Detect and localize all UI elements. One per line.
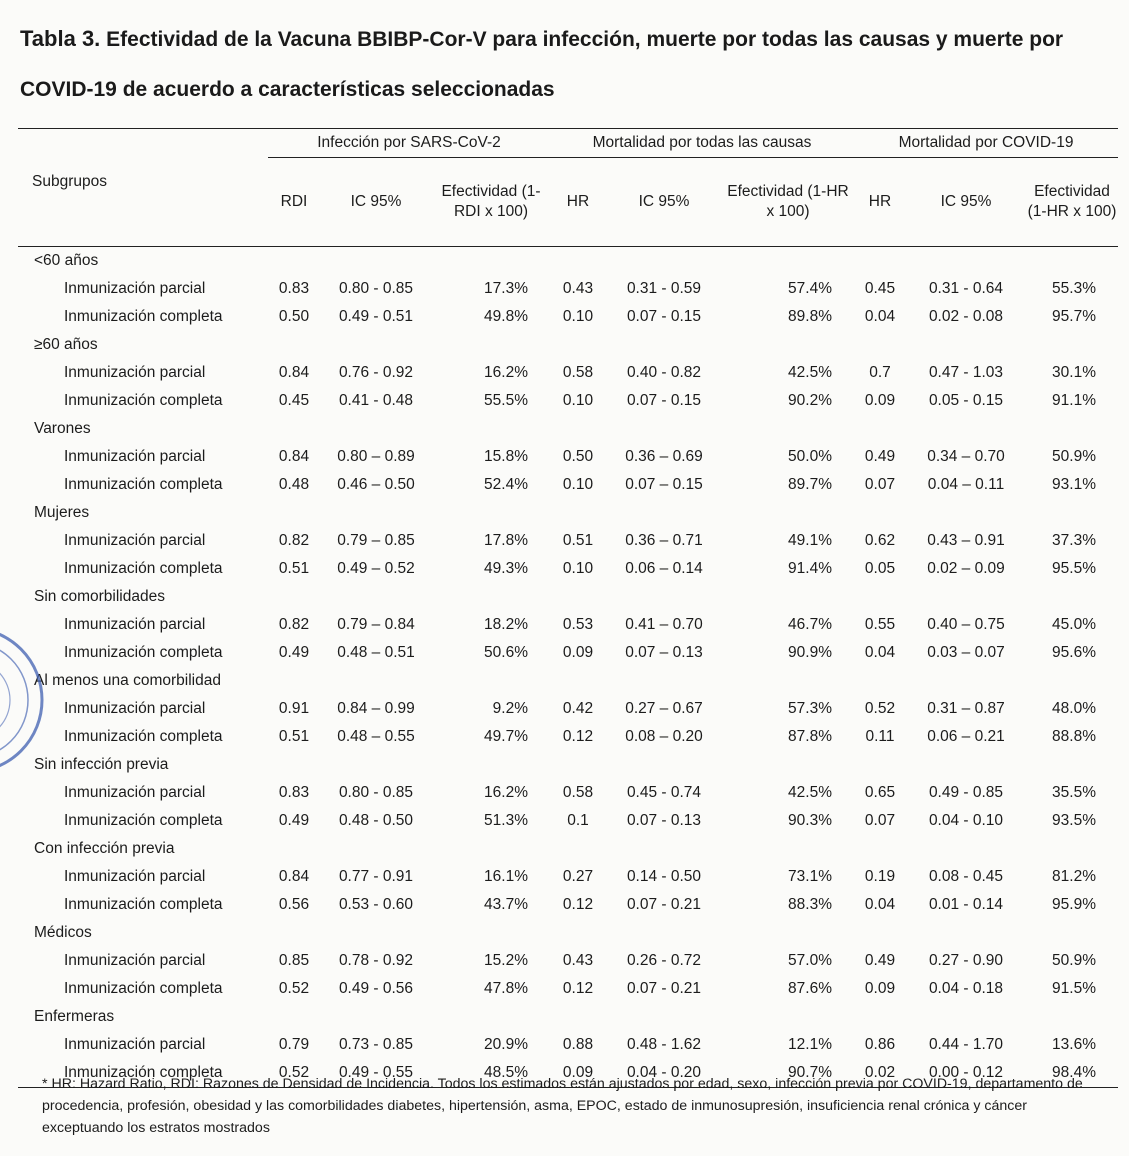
- table-cell: 81.2%: [1052, 867, 1096, 885]
- table-cell: 49.1%: [788, 531, 832, 549]
- table-cell: 50.9%: [1052, 951, 1096, 969]
- table-cell: 0.91: [278, 699, 310, 717]
- table-row: [18, 555, 1118, 583]
- table-cell: 0.45: [864, 279, 896, 297]
- table-row: [18, 975, 1118, 1003]
- table-cell: 0.36 – 0.71: [625, 531, 703, 549]
- table-cell: 95.6%: [1052, 643, 1096, 661]
- table-cell: 0.78 - 0.92: [338, 951, 414, 969]
- table-cell: 95.9%: [1052, 895, 1096, 913]
- table-cell: 0.45 - 0.74: [626, 783, 702, 801]
- table-cell: 88.8%: [1052, 727, 1096, 745]
- table-cell: 0.40 – 0.75: [927, 615, 1005, 633]
- table-cell: 0.09: [864, 391, 896, 409]
- table-cell: 95.7%: [1052, 307, 1096, 325]
- column-header: Efectividad (1-HR x 100): [1027, 182, 1117, 220]
- table-cell: 0.49 - 0.56: [338, 979, 414, 997]
- category-label: Médicos: [34, 923, 92, 941]
- table-cell: 0.04 – 0.11: [927, 475, 1005, 493]
- table-cell: 0.48: [278, 475, 310, 493]
- table-cell: 0.49: [864, 951, 896, 969]
- column-header: IC 95%: [638, 192, 690, 210]
- table-row: [18, 275, 1118, 303]
- table-cell: 0.09: [864, 979, 896, 997]
- table-cell: 0.04 - 0.20: [606, 1059, 722, 1088]
- table-cell: 0.51: [562, 531, 594, 549]
- table-cell: 0.49 - 0.55: [320, 1059, 432, 1088]
- table-cell: 16.2%: [484, 363, 528, 381]
- table-cell: 0.84: [278, 363, 310, 381]
- table-cell: 0.1: [567, 811, 589, 829]
- table-cell: 0.07 - 0.15: [626, 307, 702, 325]
- table-cell: 0.12: [562, 727, 594, 745]
- row-label: Inmunización completa: [64, 979, 223, 997]
- table-cell: 0.43 – 0.91: [927, 531, 1005, 549]
- table-cell: 91.5%: [1052, 979, 1096, 997]
- table-cell: 0.40 - 0.82: [626, 363, 702, 381]
- table-cell: 0.14 - 0.50: [626, 867, 702, 885]
- table-cell: 0.31 - 0.59: [626, 279, 702, 297]
- table-cell: 90.9%: [788, 643, 832, 661]
- table-cell: 0.07 - 0.13: [626, 811, 702, 829]
- table-cell: 0.26 - 0.72: [626, 951, 702, 969]
- table-cell: 0.88: [562, 1035, 594, 1053]
- table-cell: 87.8%: [788, 727, 832, 745]
- table-cell: 0.77 - 0.91: [338, 867, 414, 885]
- table-cell: 48.5%: [432, 1059, 550, 1088]
- table-cell: 0.09: [550, 1059, 606, 1088]
- table-cell: 0.08 – 0.20: [625, 727, 703, 745]
- table-cell: 0.85: [278, 951, 310, 969]
- table-row: [18, 695, 1118, 723]
- official-stamp: [0, 600, 60, 800]
- table-cell: 0.02 – 0.09: [927, 559, 1005, 577]
- table-cell: 0.50: [278, 307, 310, 325]
- table-cell: 48.0%: [1052, 699, 1096, 717]
- table-row: [18, 359, 1118, 387]
- table-cell: 0.42: [562, 699, 594, 717]
- table-cell: 0.80 - 0.85: [338, 783, 414, 801]
- category-row: [18, 751, 1118, 779]
- table-cell: 0.07: [864, 811, 896, 829]
- table-body: [18, 246, 1118, 1087]
- column-header: IC 95%: [940, 192, 992, 210]
- table-cell: 0.31 - 0.64: [928, 279, 1004, 297]
- category-row: [18, 1003, 1118, 1031]
- table-cell: 0.49: [278, 643, 310, 661]
- table-cell: 0.79: [278, 1035, 310, 1053]
- table-cell: 0.03 – 0.07: [927, 643, 1005, 661]
- row-label: Inmunización parcial: [64, 363, 206, 381]
- table-cell: 0.52: [864, 699, 896, 717]
- row-label: Inmunización parcial: [64, 615, 206, 633]
- row-label: Inmunización parcial: [64, 447, 206, 465]
- table-cell: 0.44 - 1.70: [928, 1035, 1004, 1053]
- group-header-covid-mortality: Mortalidad por COVID-19: [854, 129, 1118, 158]
- group-header-infection: Infección por SARS-CoV-2: [268, 129, 550, 158]
- category-row: [18, 667, 1118, 695]
- row-label: Inmunización completa: [64, 475, 223, 493]
- table-cell: 37.3%: [1052, 531, 1096, 549]
- category-row: [18, 331, 1118, 359]
- table-row: [18, 947, 1118, 975]
- table-cell: 51.3%: [484, 811, 528, 829]
- table-cell: 50.9%: [1052, 447, 1096, 465]
- table-cell: 0.10: [562, 559, 594, 577]
- category-row: [18, 919, 1118, 947]
- table-row: [18, 807, 1118, 835]
- table-cell: 0.07 - 0.21: [626, 895, 702, 913]
- table-cell: 0.04: [864, 895, 896, 913]
- table-cell: 49.3%: [484, 559, 528, 577]
- table-row: [18, 387, 1118, 415]
- table-cell: 73.1%: [788, 867, 832, 885]
- column-header: IC 95%: [350, 192, 402, 210]
- row-label: Inmunización completa: [64, 727, 223, 745]
- table-cell: 0.11: [865, 727, 895, 745]
- group-header-row: [18, 129, 1118, 158]
- table-cell: 89.8%: [788, 307, 832, 325]
- table-cell: 0.07 – 0.13: [625, 643, 703, 661]
- table-cell: 93.5%: [1052, 811, 1096, 829]
- table-cell: 0.12: [562, 895, 594, 913]
- category-label: Sin comorbilidades: [34, 587, 165, 605]
- category-label: Enfermeras: [34, 1007, 115, 1025]
- table-cell: 0.82: [278, 531, 310, 549]
- table-cell: 50.0%: [788, 447, 832, 465]
- table-cell: 0.84: [278, 867, 310, 885]
- table-cell: 0.52: [278, 979, 310, 997]
- table-cell: 89.7%: [788, 475, 832, 493]
- table-cell: 17.3%: [484, 279, 528, 297]
- table-cell: 0.48 - 0.50: [338, 811, 414, 829]
- column-header-row: [18, 158, 1118, 247]
- table-cell: 12.1%: [788, 1035, 832, 1053]
- table-cell: 0.79 – 0.84: [337, 615, 415, 633]
- row-label: Inmunización completa: [64, 895, 223, 913]
- table-row: [18, 611, 1118, 639]
- column-header: Efectividad (1-HR x 100): [727, 182, 849, 220]
- table-cell: 0.58: [562, 363, 594, 381]
- column-header: Efectividad (1-RDI x 100): [441, 182, 541, 220]
- table-cell: 0.05 - 0.15: [928, 391, 1004, 409]
- table-row: [18, 471, 1118, 499]
- table-cell: 16.1%: [484, 867, 528, 885]
- row-label: Inmunización parcial: [64, 699, 206, 717]
- table-cell: 0.48 – 0.51: [337, 643, 415, 661]
- table-cell: 0.41 - 0.48: [338, 391, 414, 409]
- category-row: [18, 583, 1118, 611]
- column-header: RDI: [280, 192, 308, 210]
- table-cell: 0.56: [278, 895, 310, 913]
- table-cell: 30.1%: [1052, 363, 1096, 381]
- table-cell: 0.06 – 0.21: [927, 727, 1005, 745]
- table-cell: 50.6%: [484, 643, 528, 661]
- table-cell: 57.4%: [788, 279, 832, 297]
- table-number: Tabla 3.: [20, 26, 101, 51]
- table-cell: 49.7%: [484, 727, 528, 745]
- table-cell: 0.86: [864, 1035, 896, 1053]
- table-cell: 91.4%: [788, 559, 832, 577]
- table-cell: 57.3%: [788, 699, 832, 717]
- table-cell: 0.10: [562, 475, 594, 493]
- table-row: [18, 527, 1118, 555]
- category-label: Varones: [34, 419, 91, 437]
- table-cell: 0.08 - 0.45: [928, 867, 1004, 885]
- table-cell: 0.02 - 0.08: [928, 307, 1004, 325]
- row-label: Inmunización completa: [18, 1059, 268, 1088]
- table-cell: 17.8%: [484, 531, 528, 549]
- table-cell: 0.46 – 0.50: [337, 475, 415, 493]
- table-cell: 0.07: [864, 475, 896, 493]
- table-cell: 0.36 – 0.69: [625, 447, 703, 465]
- table-cell: 0.07 - 0.15: [626, 391, 702, 409]
- table-cell: 43.7%: [484, 895, 528, 913]
- row-label: Inmunización completa: [64, 643, 223, 661]
- effectiveness-table: [18, 128, 1118, 1088]
- table-cell: 0.79 – 0.85: [337, 531, 415, 549]
- table-cell: 0.50: [562, 447, 594, 465]
- table-cell: 0.47 - 1.03: [928, 363, 1004, 381]
- table-cell: 0.49 - 0.51: [338, 307, 414, 325]
- table-cell: 16.2%: [484, 783, 528, 801]
- row-label: Inmunización parcial: [64, 1035, 206, 1053]
- table-cell: 0.49: [278, 811, 310, 829]
- table-cell: 45.0%: [1052, 615, 1096, 633]
- table-cell: 0.80 - 0.85: [338, 279, 414, 297]
- table-cell: 9.2%: [492, 699, 528, 717]
- table-row: [18, 303, 1118, 331]
- table-cell: 0.04 - 0.10: [928, 811, 1004, 829]
- row-label: Inmunización parcial: [64, 783, 206, 801]
- table-cell: 0.04 - 0.18: [928, 979, 1004, 997]
- table-cell: 0.7: [869, 363, 891, 381]
- group-header-spacer: [18, 129, 268, 158]
- table-cell: 0.53 - 0.60: [338, 895, 414, 913]
- table-cell: 20.9%: [484, 1035, 528, 1053]
- table-cell: 18.2%: [484, 615, 528, 633]
- category-row: [18, 499, 1118, 527]
- table-cell: 0.73 - 0.85: [338, 1035, 414, 1053]
- table-cell: 47.8%: [484, 979, 528, 997]
- table-cell: 95.5%: [1052, 559, 1096, 577]
- row-label: Inmunización completa: [64, 307, 223, 325]
- table-cell: 0.51: [278, 727, 310, 745]
- table-cell: 98.4%: [1026, 1059, 1118, 1088]
- subgroup-header: Subgrupos: [32, 172, 107, 190]
- table-title: [20, 14, 1110, 115]
- table-cell: 42.5%: [788, 783, 832, 801]
- table-cell: 0.19: [864, 867, 896, 885]
- table-cell: 0.49 - 0.85: [928, 783, 1004, 801]
- table-cell: 0.53: [562, 615, 594, 633]
- category-row: [18, 246, 1118, 275]
- table-cell: 46.7%: [788, 615, 832, 633]
- table-cell: 0.62: [864, 531, 896, 549]
- group-header-all-cause-mortality: Mortalidad por todas las causas: [550, 129, 854, 158]
- table-cell: 55.3%: [1052, 279, 1096, 297]
- footnote: * HR: Hazard Ratio, RDI: Razones de Densidad de Incidencia. Todos los estimados están ajustados por edad, sexo, infección previa por COVID-19, departamento de procedencia, profesión, obesidad y las comorbilidades diabetes, hipertensión, asma, EPOC, estado de inmunosupresión, insuficiencia renal crónica y cáncer exceptuando los estratos mostrados: [42, 1076, 1083, 1136]
- table-row: [18, 863, 1118, 891]
- table-cell: 0.04: [864, 643, 896, 661]
- table-cell: 0.43: [562, 951, 594, 969]
- table-cell: 91.1%: [1052, 391, 1096, 409]
- table-cell: 0.83: [278, 783, 310, 801]
- category-label: ≥60 años: [34, 335, 98, 353]
- table-row: [18, 779, 1118, 807]
- table-cell: 90.2%: [788, 391, 832, 409]
- row-label: Inmunización parcial: [64, 951, 206, 969]
- category-row: [18, 835, 1118, 863]
- table-cell: 0.58: [562, 783, 594, 801]
- column-header: HR: [566, 192, 590, 210]
- table-cell: 90.7%: [722, 1059, 854, 1088]
- category-label: Mujeres: [34, 503, 90, 521]
- table-cell: 15.8%: [484, 447, 528, 465]
- table-cell: 0.02: [854, 1059, 906, 1088]
- table-cell: 42.5%: [788, 363, 832, 381]
- category-label: Con infección previa: [34, 839, 175, 857]
- row-label: Inmunización completa: [64, 391, 223, 409]
- category-row: [18, 415, 1118, 443]
- table-cell: 0.55: [864, 615, 896, 633]
- table-cell: 13.6%: [1052, 1035, 1096, 1053]
- table-cell: 0.34 – 0.70: [927, 447, 1005, 465]
- table-row: [18, 1031, 1118, 1059]
- category-label: <60 años: [34, 251, 99, 269]
- table-cell: 35.5%: [1052, 783, 1096, 801]
- table-row: [18, 443, 1118, 471]
- table-cell: 0.41 – 0.70: [625, 615, 703, 633]
- table-cell: 0.51: [278, 559, 310, 577]
- table-cell: 0.65: [864, 783, 896, 801]
- table-cell: 0.12: [562, 979, 594, 997]
- table-cell: 0.84: [278, 447, 310, 465]
- table-cell: 90.3%: [788, 811, 832, 829]
- table-cell: 0.09: [562, 643, 594, 661]
- table-cell: 87.6%: [788, 979, 832, 997]
- table-cell: 0.27 - 0.90: [928, 951, 1004, 969]
- table-cell: 57.0%: [788, 951, 832, 969]
- table-cell: 0.07 - 0.21: [626, 979, 702, 997]
- table-cell: 0.80 – 0.89: [337, 447, 415, 465]
- table-cell: 0.48 - 1.62: [626, 1035, 702, 1053]
- category-label: Sin infección previa: [34, 755, 169, 773]
- table-cell: 0.83: [278, 279, 310, 297]
- row-label: Inmunización completa: [64, 811, 223, 829]
- table-cell: 0.84 – 0.99: [337, 699, 415, 717]
- table-cell: 0.76 - 0.92: [338, 363, 414, 381]
- table-cell: 52.4%: [484, 475, 528, 493]
- table-cell: 0.10: [562, 307, 594, 325]
- table-cell: 0.82: [278, 615, 310, 633]
- table-cell: 0.07 – 0.15: [625, 475, 703, 493]
- table-cell: 88.3%: [788, 895, 832, 913]
- row-label: Inmunización parcial: [64, 279, 206, 297]
- table-cell: 0.31 – 0.87: [927, 699, 1005, 717]
- table-cell: 0.45: [278, 391, 310, 409]
- table-cell: 0.27 – 0.67: [625, 699, 703, 717]
- table-cell: 0.27: [562, 867, 594, 885]
- row-label: Inmunización completa: [64, 559, 223, 577]
- table-caption: Efectividad de la Vacuna BBIBP-Cor-V para infección, muerte por todas las causas y muerte por COVID-19 de acuerdo a características seleccionadas: [20, 28, 1064, 101]
- table-cell: 0.04: [864, 307, 896, 325]
- table-row: [18, 639, 1118, 667]
- column-header: HR: [868, 192, 892, 210]
- table-cell: 55.5%: [484, 391, 528, 409]
- table-cell: 0.00 - 0.12: [906, 1059, 1026, 1088]
- table-cell: 0.06 – 0.14: [625, 559, 703, 577]
- table-cell: 0.52: [268, 1059, 320, 1088]
- row-label: Inmunización parcial: [64, 531, 206, 549]
- table-cell: 0.49: [864, 447, 896, 465]
- table-cell: 0.48 – 0.55: [337, 727, 415, 745]
- category-label: Al menos una comorbilidad: [34, 671, 221, 689]
- table-cell: 0.49 – 0.52: [337, 559, 415, 577]
- table-cell: 0.05: [864, 559, 896, 577]
- table-cell: 0.10: [562, 391, 594, 409]
- table-row: [18, 723, 1118, 751]
- table-cell: 93.1%: [1052, 475, 1096, 493]
- table-cell: 0.43: [562, 279, 594, 297]
- table-row: [18, 891, 1118, 919]
- row-label: Inmunización parcial: [64, 867, 206, 885]
- table-cell: 0.01 - 0.14: [928, 895, 1004, 913]
- table-cell: 49.8%: [484, 307, 528, 325]
- table-cell: 15.2%: [484, 951, 528, 969]
